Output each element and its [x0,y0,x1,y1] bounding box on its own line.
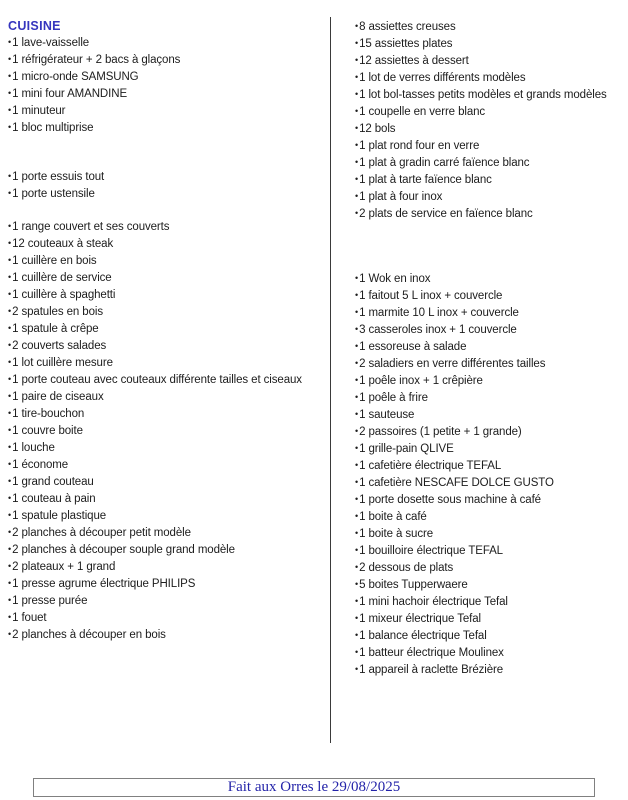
bullet-icon: • [355,460,359,470]
bullet-icon: • [355,511,359,521]
list-item [355,627,623,644]
list-item [8,168,330,185]
list-item-text: 1 minuteur [12,105,66,117]
bullet-icon: • [355,208,359,218]
footer-box [33,778,595,797]
list-item-text: 1 boite à sucre [359,528,433,540]
list-item-text: 2 dessous de plats [359,562,454,574]
list-item-text: 1 spatule plastique [12,510,107,522]
list-item [8,592,330,609]
list-item [355,120,623,137]
section-title: CUISINE [8,19,61,33]
list-item [8,303,330,320]
list-item [355,440,623,457]
list-item [355,593,623,610]
bullet-icon: • [8,171,12,181]
list-item-text: 1 louche [12,442,55,454]
list-item [8,575,330,592]
list-item-text: 12 assiettes à dessert [359,55,469,67]
list-item-text: 1 tire-bouchon [12,408,85,420]
list-item [355,188,623,205]
bullet-icon: • [8,442,12,452]
list-item [8,337,330,354]
bullet-icon: • [8,272,12,282]
list-item-text: 1 sauteuse [359,409,415,421]
list-item [8,422,330,439]
list-item [8,34,330,51]
list-item-text: 2 planches à découper petit modèle [12,527,191,539]
list-item-text: 15 assiettes plates [359,38,453,50]
list-item-text: 1 plat à gradin carré faïence blanc [359,157,530,169]
list-item [355,474,623,491]
bullet-icon: • [8,595,12,605]
list-item-text: 1 mini hachoir électrique Tefal [359,596,508,608]
list-item-text: 5 boites Tupperwaere [359,579,468,591]
list-item [8,371,330,388]
list-item [355,86,623,103]
list-item-text: 1 marmite 10 L inox + couvercle [359,307,519,319]
list-item [355,457,623,474]
list-item [8,524,330,541]
list-item [8,68,330,85]
list-item [8,388,330,405]
bullet-icon: • [8,255,12,265]
bullet-icon: • [355,157,359,167]
bullet-icon: • [355,191,359,201]
list-item-text: 1 couvre boite [12,425,83,437]
list-item-text: 1 poêle à frire [359,392,428,404]
list-item [355,287,623,304]
list-item [355,542,623,559]
bullet-icon: • [8,459,12,469]
list-item-text: 3 casseroles inox + 1 couvercle [359,324,517,336]
bullet-icon: • [8,391,12,401]
list-item-text: 1 grand couteau [12,476,94,488]
list-item [8,218,330,235]
bullet-icon: • [8,323,12,333]
bullet-icon: • [355,477,359,487]
list-item [355,18,623,35]
bullet-icon: • [8,289,12,299]
list-item-text: 1 paire de ciseaux [12,391,104,403]
list-item-text: 2 spatules en bois [12,306,103,318]
list-item [355,644,623,661]
bullet-icon: • [355,273,359,283]
bullet-icon: • [8,188,12,198]
bullet-icon: • [8,612,12,622]
bullet-icon: • [8,510,12,520]
list-item [355,205,623,222]
bullet-icon: • [355,106,359,116]
list-item-text: 1 grille-pain QLIVE [359,443,454,455]
bullet-icon: • [355,596,359,606]
list-item-text: 2 plats de service en faïence blanc [359,208,533,220]
list-item [355,406,623,423]
list-item-text: 12 bols [359,123,396,135]
list-item [355,355,623,372]
list-item [355,338,623,355]
list-item [355,491,623,508]
bullet-icon: • [8,561,12,571]
bullet-icon: • [8,306,12,316]
bullet-icon: • [8,88,12,98]
bullet-icon: • [355,630,359,640]
list-item [8,609,330,626]
left-item-group-appliances [8,34,330,136]
bullet-icon: • [355,375,359,385]
left-item-group-holders [8,168,330,202]
list-item-text: 1 cuillère en bois [12,255,97,267]
list-item-text: 8 assiettes creuses [359,21,456,33]
list-item-text: 1 bloc multiprise [12,122,94,134]
list-item-text: 1 bouilloire électrique TEFAL [359,545,503,557]
list-item [8,354,330,371]
column-divider [330,17,331,743]
bullet-icon: • [8,122,12,132]
list-item [355,372,623,389]
list-item [8,102,330,119]
list-item-text: 2 planches à découper en bois [12,629,166,641]
list-item-text: 2 saladiers en verre différentes tailles [359,358,546,370]
bullet-icon: • [8,544,12,554]
list-item [355,423,623,440]
list-item [355,661,623,678]
right-item-group-cookware [355,270,623,678]
list-item-text: 1 porte essuis tout [12,171,105,183]
list-item-text: 2 plateaux + 1 grand [12,561,116,573]
list-item [8,85,330,102]
bullet-icon: • [355,358,359,368]
bullet-icon: • [8,54,12,64]
list-item [8,269,330,286]
bullet-icon: • [355,290,359,300]
list-item-text: 1 plat à tarte faïence blanc [359,174,492,186]
list-item-text: 1 porte ustensile [12,188,95,200]
list-item-text: 1 poêle inox + 1 crêpière [359,375,483,387]
left-item-group-utensils [8,218,330,643]
list-item-text: 1 presse agrume électrique PHILIPS [12,578,196,590]
list-item [355,321,623,338]
list-item-text: 1 balance électrique Tefal [359,630,487,642]
list-item-text: 1 Wok en inox [359,273,431,285]
bullet-icon: • [8,105,12,115]
bullet-icon: • [355,613,359,623]
bullet-icon: • [8,357,12,367]
list-item-text: 2 planches à découper souple grand modèle [12,544,235,556]
list-item-text: 1 spatule à crêpe [12,323,99,335]
list-item-text: 1 boite à café [359,511,427,523]
bullet-icon: • [355,494,359,504]
list-item [355,154,623,171]
bullet-icon: • [355,409,359,419]
list-item [355,525,623,542]
list-item [8,119,330,136]
list-item [355,559,623,576]
list-item [355,304,623,321]
bullet-icon: • [8,578,12,588]
bullet-icon: • [355,123,359,133]
list-item [355,576,623,593]
list-item [355,389,623,406]
bullet-icon: • [8,425,12,435]
list-item-text: 1 presse purée [12,595,88,607]
bullet-icon: • [355,21,359,31]
bullet-icon: • [355,341,359,351]
list-item-text: 1 batteur électrique Moulinex [359,647,504,659]
list-item [8,51,330,68]
list-item [8,626,330,643]
list-item [355,508,623,525]
bullet-icon: • [8,629,12,639]
list-item-text: 1 micro-onde SAMSUNG [12,71,139,83]
list-item-text: 1 mini four AMANDINE [12,88,128,100]
list-item-text: 1 lave-vaisselle [12,37,90,49]
list-item-text: 1 faitout 5 L inox + couvercle [359,290,503,302]
list-item-text: 1 lot cuillère mesure [12,357,113,369]
list-item [8,252,330,269]
bullet-icon: • [355,426,359,436]
bullet-icon: • [8,527,12,537]
bullet-icon: • [355,174,359,184]
list-item [8,185,330,202]
list-item [355,137,623,154]
right-item-group-dishes [355,18,623,222]
list-item-text: 1 porte dosette sous machine à café [359,494,541,506]
list-item-text: 2 couverts salades [12,340,107,352]
list-item-text: 2 passoires (1 petite + 1 grande) [359,426,522,438]
list-item-text: 1 lot bol-tasses petits modèles et grands modèles [359,89,607,101]
bullet-icon: • [355,324,359,334]
list-item [8,439,330,456]
bullet-icon: • [355,528,359,538]
list-item [8,456,330,473]
bullet-icon: • [8,493,12,503]
bullet-icon: • [8,71,12,81]
bullet-icon: • [8,374,12,384]
list-item [8,235,330,252]
list-item-text: 1 range couvert et ses couverts [12,221,170,233]
list-item-text: 1 porte couteau avec couteaux différente tailles et ciseaux [12,374,302,386]
list-item [8,507,330,524]
list-item-text: 12 couteaux à steak [12,238,114,250]
list-item [355,610,623,627]
bullet-icon: • [8,408,12,418]
list-item [355,103,623,120]
list-item [355,52,623,69]
footer-text: Fait aux Orres le 29/08/2025 [227,779,401,795]
list-item [355,69,623,86]
bullet-icon: • [355,55,359,65]
list-item-text: 1 coupelle en verre blanc [359,106,486,118]
list-item [8,286,330,303]
list-item [8,541,330,558]
bullet-icon: • [355,72,359,82]
bullet-icon: • [355,38,359,48]
bullet-icon: • [8,37,12,47]
list-item-text: 1 lot de verres différents modèles [359,72,526,84]
bullet-icon: • [355,562,359,572]
bullet-icon: • [8,340,12,350]
list-item-text: 1 cuillère de service [12,272,112,284]
list-item [355,171,623,188]
list-item-text: 1 plat à four inox [359,191,443,203]
list-item [355,35,623,52]
list-item [8,320,330,337]
list-item [8,558,330,575]
bullet-icon: • [355,140,359,150]
bullet-icon: • [8,221,12,231]
bullet-icon: • [8,476,12,486]
bullet-icon: • [355,664,359,674]
list-item-text: 1 économe [12,459,69,471]
bullet-icon: • [355,545,359,555]
list-item-text: 1 réfrigérateur + 2 bacs à glaçons [12,54,181,66]
bullet-icon: • [355,579,359,589]
list-item-text: 1 essoreuse à salade [359,341,467,353]
bullet-icon: • [355,307,359,317]
right-column [355,18,623,678]
list-item-text: 1 mixeur électrique Tefal [359,613,481,625]
list-item-text: 1 couteau à pain [12,493,96,505]
bullet-icon: • [355,392,359,402]
list-item-text: 1 cafetière NESCAFE DOLCE GUSTO [359,477,554,489]
list-item-text: 1 fouet [12,612,47,624]
list-item-text: 1 appareil à raclette Brézière [359,664,504,676]
bullet-icon: • [355,89,359,99]
list-item-text: 1 cuillère à spaghetti [12,289,116,301]
bullet-icon: • [355,443,359,453]
list-item [8,405,330,422]
left-column [8,18,330,643]
list-item [8,473,330,490]
bullet-icon: • [355,647,359,657]
list-item [8,490,330,507]
list-item-text: 1 cafetière électrique TEFAL [359,460,502,472]
list-item-text: 1 plat rond four en verre [359,140,480,152]
list-item [355,270,623,287]
bullet-icon: • [8,238,12,248]
